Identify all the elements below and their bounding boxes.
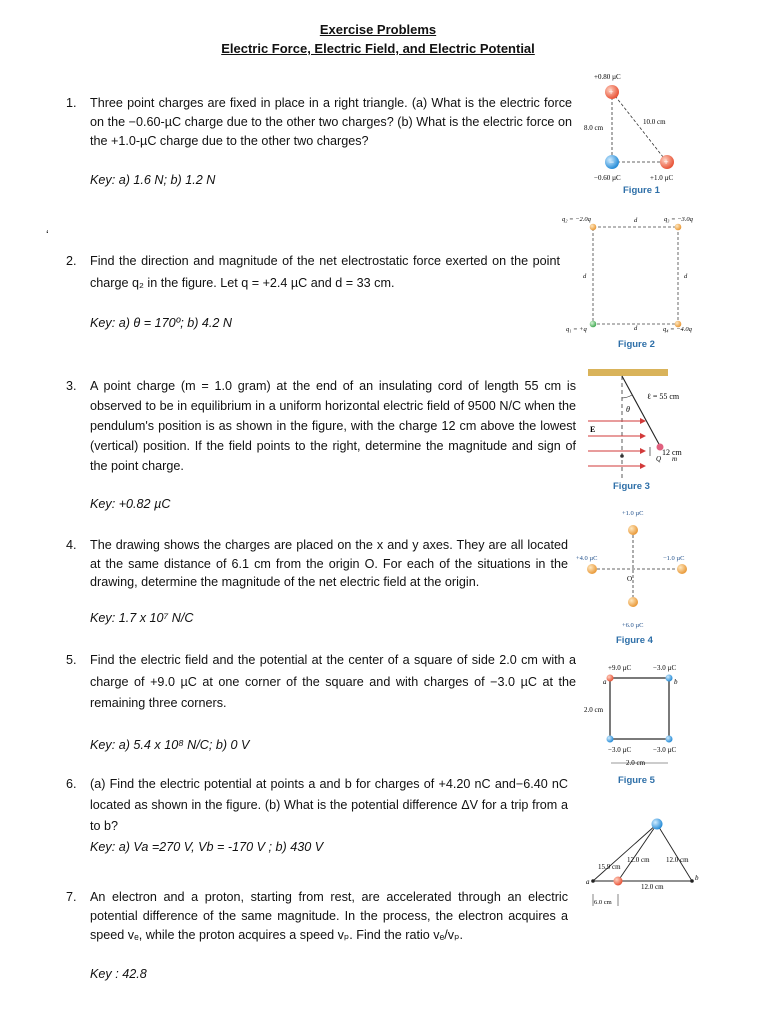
charge-top-left (607, 675, 614, 682)
label-d-right: d (684, 273, 688, 280)
charge-label-bl: −3.0 µC (608, 746, 632, 754)
charge-label-tr: −3.0 µC (653, 664, 677, 672)
dashed-side-hypotenuse (612, 92, 667, 162)
problem-number: 4. (66, 538, 77, 552)
problem-number: 5. (66, 653, 77, 667)
charge-bottom (628, 597, 638, 607)
line-a-to-top (593, 824, 657, 881)
charge-label-right: −1.0 µC (663, 555, 685, 562)
charge-bottom-left (607, 736, 614, 743)
distance-label-3: 15.9 cm (598, 863, 621, 871)
point-a-label: a (586, 878, 590, 886)
page-subtitle: Electric Force, Electric Field, and Electric Potential (221, 41, 535, 56)
small-distance-label: 6.0 cm (594, 899, 612, 906)
answer-key-6: Key: a) Va =270 V, Vb = -170 V ; b) 430 V (90, 840, 324, 854)
label-q3: q₃ = −3.0q (664, 216, 693, 223)
side-label-horizontal: 2.0 cm (626, 759, 646, 767)
problem-text: An electron and a proton, starting from rest, are accelerated through an electric potential difference of the same magnitude. In the process, the electron acquires a speed vₑ, while the proton acquires a speed vₚ. Find the ratio vₑ/vₚ. (90, 890, 568, 942)
svg-text:+: + (663, 157, 669, 167)
lowest-position-dot (620, 454, 624, 458)
problem-number: 7. (66, 890, 77, 904)
label-d-left: d (583, 273, 587, 280)
charge-label-top: +1.0 µC (622, 510, 644, 517)
distance-label-hypotenuse: 10.0 cm (643, 118, 666, 126)
line-b-to-top (657, 824, 692, 881)
charge-label-q: Q (656, 455, 662, 463)
figure-2 (562, 216, 694, 350)
charge-top-right (666, 675, 673, 682)
problem-number: 6. (66, 777, 77, 791)
charge-label-br: −3.0 µC (653, 746, 677, 754)
problem-text: (a) Find the electric potential at points a and b for charges of +4.20 nC and−6.40 nC located as shown in the figure. (b) What is the potential difference ΔV for a trip from a to b? (90, 777, 568, 833)
answer-key-1: Key: a) 1.6 N; b) 1.2 N (90, 173, 216, 187)
problem-text: Find the direction and magnitude of the net electrostatic force exerted on the point charge q₂ in the figure. Let q = +2.4 µC and d = 33 cm. (90, 254, 560, 290)
cord-length-label: ℓ = 55 cm (647, 392, 680, 401)
figure-5-caption: Figure 5 (618, 775, 655, 786)
charge-label-top: +0.80 µC (594, 73, 621, 81)
origin-label: O (627, 575, 633, 583)
mass-label: m (672, 455, 678, 463)
charge-label-bottom: +6.0 µC (622, 622, 644, 629)
charge-top (652, 819, 663, 830)
figure-6 (586, 819, 699, 907)
distance-label-2: 12.0 cm (666, 856, 689, 864)
problem-text: Three point charges are fixed in place in a right triangle. (a) What is the electric force on the −0.60-µC charge due to the other two charges? (b) What is the electric force on the +1.0-µC charge due to the other two charges? (90, 96, 572, 148)
figure-3 (588, 369, 683, 492)
charge-q3 (675, 224, 682, 231)
label-q2: q₂ = −2.0q (562, 216, 591, 223)
figure-5 (584, 664, 678, 786)
problem-text: The drawing shows the charges are placed on the x and y axes. They are all located at the same distance of 6.1 cm from the origin O. For each of the situations in the drawing, determine the magnitude of the net electric field at the origin. (90, 538, 568, 589)
point-a-label: a (603, 678, 607, 686)
figure-1 (584, 73, 674, 196)
dashed-square (593, 227, 678, 324)
figure-3-caption: Figure 3 (613, 481, 650, 492)
charge-bottom (614, 877, 623, 886)
svg-text:+: + (608, 87, 614, 97)
charge-bottom-right (666, 736, 673, 743)
label-q4: q₄ = −4.0q (663, 326, 692, 333)
ceiling-mount (588, 369, 668, 376)
point-a (591, 879, 595, 883)
charge-top (628, 525, 638, 535)
stray-mark: ʻ (46, 228, 49, 242)
problem-text: A point charge (m = 1.0 gram) at the end of an insulating cord of length 55 cm is observed to be in equilibrium in a uniform horizontal electric field of 9500 N/C when the pendulum's position is as shown in the figure, with the charge 12 cm above the lowest (vertical) position. If the field points to the right, determine the magnitude and sign of the point charge. (90, 379, 576, 473)
charge-label-tl: +9.0 µC (608, 664, 632, 672)
height-label: 12 cm (662, 448, 682, 457)
distance-label-vertical: 8.0 cm (584, 124, 604, 132)
problem-number: 2. (66, 254, 77, 268)
charge-left (587, 564, 597, 574)
answer-key-5: Key: a) 5.4 x 10⁸ N/C; b) 0 V (90, 738, 250, 752)
point-b-label: b (674, 678, 678, 686)
line-bottom-to-top (618, 824, 657, 881)
charge-q1 (590, 321, 597, 328)
problem-text: Find the electric field and the potential at the center of a square of side 2.0 cm with a charge of +9.0 µC at one corner of the square and with charges of −3.0 µC at the remaining three corners. (90, 653, 576, 710)
charge-label-left: +4.0 µC (576, 555, 598, 562)
answer-key-2: Key: a) θ = 170º; b) 4.2 N (90, 316, 232, 330)
problem-number: 3. (66, 379, 77, 393)
label-d-top: d (634, 217, 638, 224)
answer-key-3: Key: +0.82 µC (90, 497, 171, 511)
angle-label: θ (626, 405, 630, 414)
figure-4-caption: Figure 4 (616, 635, 653, 646)
point-b-label: b (695, 874, 699, 882)
figure-4 (576, 510, 687, 646)
charge-q2 (590, 224, 597, 231)
charge-label-left: −0.60 µC (594, 174, 621, 182)
square-outline (610, 678, 669, 739)
answer-key-7: Key : 42.8 (90, 967, 147, 981)
problem-number: 1. (66, 96, 77, 110)
svg-text:−: − (609, 157, 615, 167)
angle-arc (622, 395, 632, 398)
side-label-vertical: 2.0 cm (584, 706, 604, 714)
point-b (690, 879, 694, 883)
charge-label-right: +1.0 µC (650, 174, 674, 182)
figure-2-caption: Figure 2 (618, 339, 655, 350)
baseline-label: 12.0 cm (641, 883, 664, 891)
page-title: Exercise Problems (319, 22, 437, 37)
figure-1-caption: Figure 1 (623, 185, 660, 196)
charge-right (677, 564, 687, 574)
field-label: E⃗ (590, 425, 602, 434)
label-d-bottom: d (634, 325, 638, 332)
distance-label-1: 12.0 cm (627, 856, 650, 864)
answer-key-4: Key: 1.7 x 10⁷ N/C (90, 611, 194, 625)
label-q1: q₁ = +q (566, 326, 587, 333)
